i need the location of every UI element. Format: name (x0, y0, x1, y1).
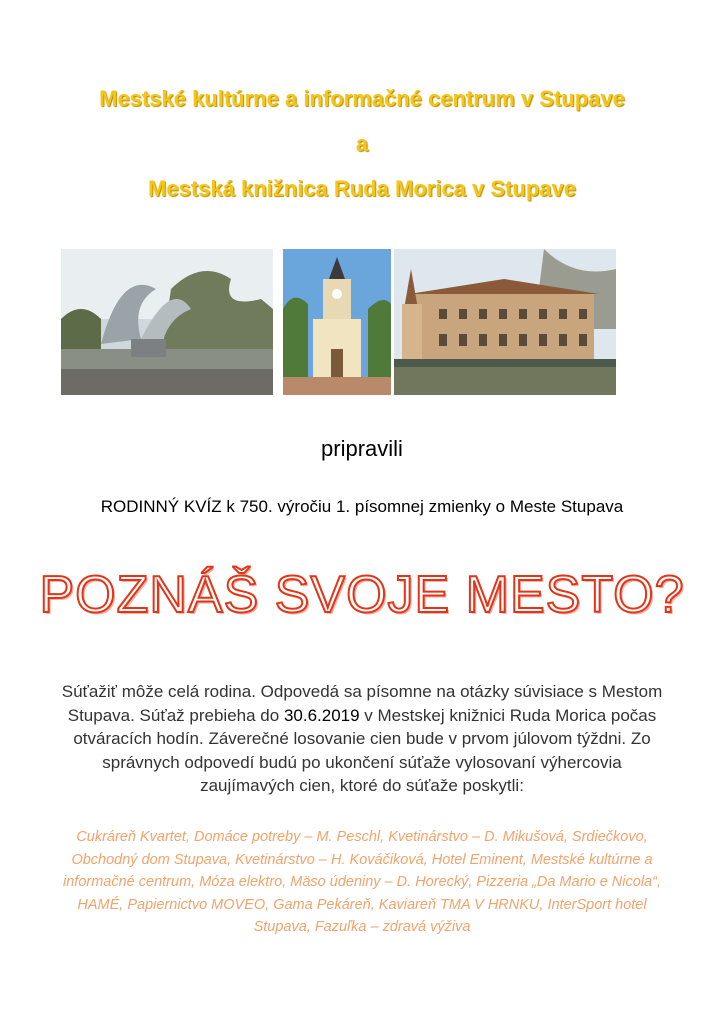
monument-photo (61, 249, 273, 395)
header-line-1: Mestské kultúrne a informačné centrum v Stupave (99, 86, 625, 111)
quiz-subtitle: RODINNÝ KVÍZ k 750. výročiu 1. písomnej zmienky o Meste Stupava (100, 497, 624, 516)
castle-photo (394, 249, 616, 395)
church-photo (283, 249, 391, 395)
body-part-1: Súťažiť môže celá rodina. Odpovedá sa písomne na otázky súvisiace s Mestom Stupava. Súťaž prebieha do (61, 682, 663, 725)
header-line-3: Mestská knižnica Ruda Morica v Stupave (148, 176, 576, 201)
body-paragraph (60, 680, 664, 798)
prepared-by: pripravili (321, 436, 403, 461)
sponsors-list: Cukráreň Kvartet, Domáce potreby – M. Peschl, Kvetinárstvo – D. Mikušová, Srdiečkovo, Obchodný dom Stupava, Kvetinárstvo – H. Kováčiková, Hotel Eminent, Mestské kultúrne a informačné centrum, Móza elektro, Mäso údeniny – D. Horecký, Pizzeria „Da Mario e Nicola“, HAMÉ, Papiernictvo MOVEO, Gama Pekáreň, Kaviareň TMA V HRNKU, InterSport hotel Stupava, Fazuľka – zdravá výživa (63, 829, 661, 935)
header (0, 76, 724, 211)
photo-strip (61, 249, 616, 395)
main-title: POZNÁŠ SVOJE MESTO? (39, 566, 685, 624)
body-part-2: v Mestskej knižnici Ruda Morica počas otváracích hodín. Záverečné losovanie cien bude v prvom júlovom týždni. Zo správnych odpovedí budú po ukončení súťaže vylosovaní výhercovia zaujímavých cien, ktoré do súťaže poskytli: (73, 705, 657, 795)
deadline-date: 30.6.2019 (283, 705, 360, 725)
header-line-2: a (355, 131, 369, 156)
